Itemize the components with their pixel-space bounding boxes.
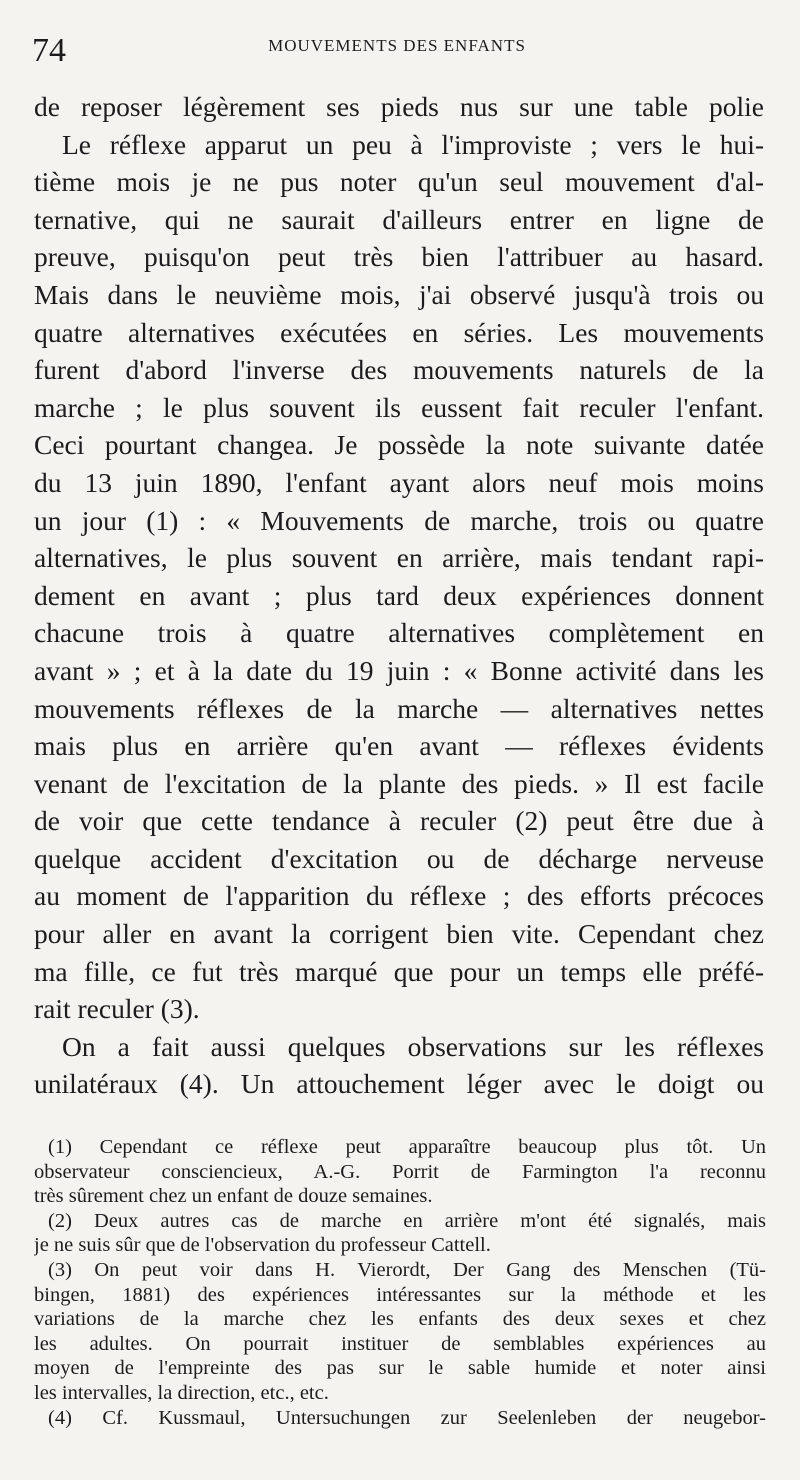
- body-line: On a fait aussi quelques observations sur les réflexes: [62, 1030, 764, 1062]
- footnote-line: (4) Cf. Kussmaul, Untersuchungen zur Seelenleben der neugebor-: [48, 1406, 766, 1429]
- body-line: unilatéraux (4). Un attouchement léger avec le doigt ou: [34, 1068, 764, 1100]
- running-title: MOUVEMENTS DES ENFANTS: [268, 36, 526, 55]
- body-line: quelque accident d'excitation ou de décharge nerveuse: [34, 842, 764, 874]
- body-line: de voir que cette tendance à reculer (2) peut être due à: [34, 805, 764, 837]
- footnotes: [34, 1135, 766, 1430]
- body-line: tième mois je ne pus noter qu'un seul mouvement d'al-: [34, 166, 764, 198]
- footnote-line: je ne suis sûr que de l'observation du professeur Cattell.: [34, 1234, 491, 1257]
- body-line: chacune trois à quatre alternatives complètement en: [34, 617, 764, 649]
- body-line: alternatives, le plus souvent en arrière, mais tendant rapi-: [34, 542, 764, 574]
- footnote-line: moyen de l'empreinte des pas sur le sable humide et noter ainsi: [34, 1357, 766, 1380]
- body-line: du 13 juin 1890, l'enfant ayant alors neuf mois moins: [34, 466, 764, 498]
- body-line: mais plus en arrière qu'en avant — réflexes évidents: [34, 730, 764, 762]
- body-line: Le réflexe apparut un peu à l'improviste ; vers le hui-: [62, 128, 764, 160]
- footnote-line: (3) On peut voir dans H. Vierordt, Der Gang des Menschen (Tü-: [48, 1258, 766, 1281]
- body-line: ma fille, ce fut très marqué que pour un temps elle préfé-: [34, 955, 764, 987]
- body-text: [34, 88, 764, 1103]
- body-line: avant » ; et à la date du 19 juin : « Bonne activité dans les: [34, 654, 764, 686]
- body-line: ternative, qui ne saurait d'ailleurs entrer en ligne de: [34, 203, 764, 235]
- body-line: rait reculer (3).: [34, 993, 200, 1025]
- footnote-line: les adultes. On pourrait instituer de semblables expériences au: [34, 1332, 766, 1355]
- footnote-line: (1) Cependant ce réflexe peut apparaître beaucoup plus tôt. Un: [48, 1136, 766, 1158]
- body-line: dement en avant ; plus tard deux expériences donnent: [34, 579, 764, 611]
- body-line: mouvements réflexes de la marche — alternatives nettes: [34, 692, 764, 724]
- body-line: pour aller en avant la corrigent bien vite. Cependant chez: [34, 918, 764, 950]
- body-line: marche ; le plus souvent ils eussent fait reculer l'enfant.: [34, 391, 764, 423]
- body-line: venant de l'excitation de la plante des pieds. » Il est facile: [34, 767, 764, 799]
- page-header: [32, 30, 762, 74]
- body-line: Mais dans le neuvième mois, j'ai observé jusqu'à trois ou: [34, 278, 764, 310]
- footnote-line: les intervalles, la direction, etc., etc.: [34, 1381, 329, 1404]
- body-line: Ceci pourtant changea. Je possède la note suivante datée: [34, 429, 764, 461]
- footnote-line: très sûrement chez un enfant de douze semaines.: [34, 1185, 433, 1208]
- footnote-line: bingen, 1881) des expériences intéressantes sur la méthode et les: [34, 1283, 766, 1306]
- body-line: preuve, puisqu'on peut très bien l'attribuer au hasard.: [34, 241, 764, 273]
- page-number: 74: [32, 32, 66, 69]
- body-line: furent d'abord l'inverse des mouvements naturels de la: [34, 354, 764, 386]
- body-line: quatre alternatives exécutées en séries. Les mouvements: [34, 316, 764, 348]
- footnote-line: observateur consciencieux, A.-G. Porrit de Farmington l'a reconnu: [34, 1160, 766, 1183]
- footnote-line: (2) Deux autres cas de marche en arrière m'ont été signalés, mais: [48, 1209, 766, 1232]
- footnote-line: variations de la marche chez les enfants des deux sexes et chez: [34, 1308, 766, 1331]
- body-line: de reposer légèrement ses pieds nus sur une table polie: [34, 91, 764, 122]
- body-line: un jour (1) : « Mouvements de marche, trois ou quatre: [34, 504, 764, 536]
- body-line: au moment de l'apparition du réflexe ; des efforts précoces: [34, 880, 764, 912]
